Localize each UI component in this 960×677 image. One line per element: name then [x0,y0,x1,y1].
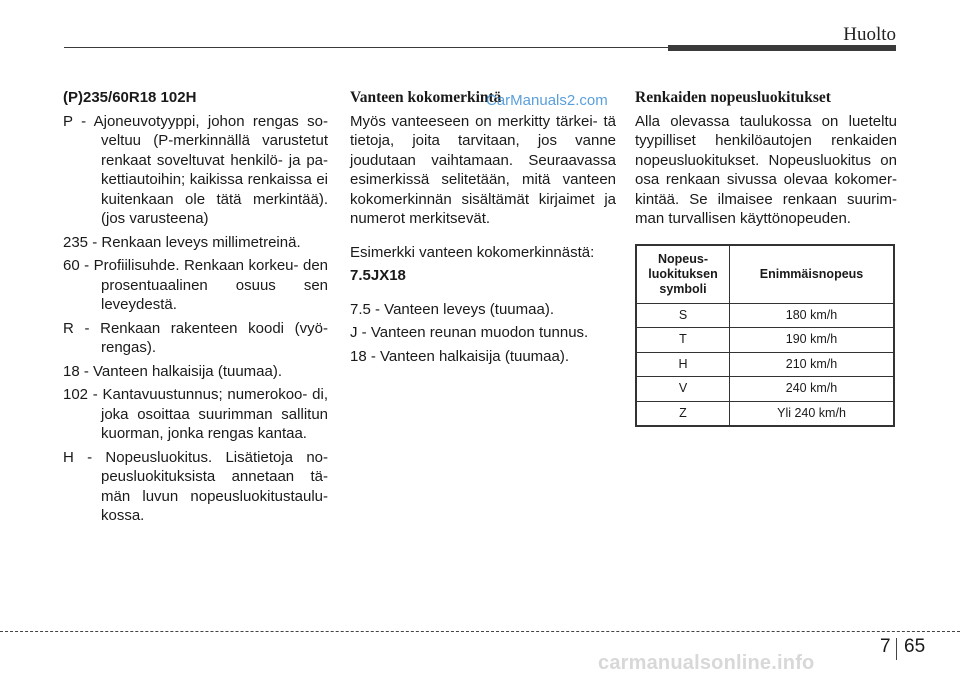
rim-code-item: J - Vanteen reunan muodon tunnus. [350,324,589,341]
header-rule [64,45,896,51]
table-row [636,401,894,426]
rim-code-item: 18 - Vanteen halkaisija (tuumaa). [350,347,570,365]
tire-code-item: 18 - Vanteen halkaisija (tuumaa). [63,362,283,380]
tire-code-item: 102 - Kantavuustunnus; numerokoo- di, joka osoittaa suurimman sallitun kuorman, jonka rengas kantaa. [63,386,328,442]
max-speed-cell: 180 km/h [730,303,895,328]
rim-size-column [350,88,616,370]
tire-code-title: (P)235/60R18 102H [63,89,197,106]
speed-symbol-cell: S [636,303,730,328]
max-speed-cell: 240 km/h [730,377,895,402]
tire-code-item: P - Ajoneuvotyyppi, johon rengas so- veltuu (P-merkinnällä varustetut renkaat soveltuvat henkilö- ja pa- kettiautoihin; kaikissa renkaissa ei kuitenkaan ole tätä merkintää). (jos varusteena) [63,112,328,227]
speed-rating-title: Renkaiden nopeusluokitukset [635,89,831,106]
rim-example-label: Esimerkki vanteen kokomerkinnästä: [350,243,595,261]
max-speed-cell: 210 km/h [730,352,895,377]
table-row [636,303,894,328]
rim-size-title: Vanteen kokomerkintä [350,89,502,106]
rim-code-item: 7.5 - Vanteen leveys (tuumaa). [350,300,554,318]
max-speed-cell: Yli 240 km/h [730,401,895,426]
tire-code-item: 60 - Profiilisuhde. Renkaan korkeu- den prosentuaalinen osuus sen leveydestä. [63,257,328,313]
rim-size-intro: Myös vanteeseen on merkitty tärkei- tä tietoja, joita tarvitaan, jos vanne joudutaan vaihtamaan. Seuraavassa esimerkissä selitetään, mitä vanteen kokomerkinnän sisältämät kirjaimet ja numerot merkitsevät. [350,112,616,227]
rim-example-code: 7.5JX18 [350,267,406,284]
watermark-text: CarManuals2.com [486,92,608,109]
table-row [636,352,894,377]
speed-rating-intro: Alla olevassa taulukossa on lueteltu tyypilliset henkilöautojen renkaiden nopeusluokitukset. Nopeusluokitus on osa renkaan sivussa olevaa kokomer- kintää. Se ilmaisee renkaan suurim- man turvallisen käyttönopeuden. [635,112,897,227]
table-header-max-speed: Enimmäisnopeus [730,245,895,304]
tire-code-column [63,88,328,530]
page-number-separator [896,638,897,660]
speed-symbol-cell: H [636,352,730,377]
page-header-title: Huolto [843,24,896,45]
speed-symbol-cell: T [636,328,730,353]
site-watermark: carmanualsonline.info [598,652,815,674]
tire-code-item: R - Renkaan rakenteen koodi (vyö- rengas). [63,319,328,356]
footer-rule [0,631,960,632]
speed-symbol-cell: V [636,377,730,402]
table-header-symbol: Nopeus- luokituksen symboli [636,245,730,304]
tire-code-item: 235 - Renkaan leveys millimetreinä. [63,233,301,251]
tire-code-item: H - Nopeusluokitus. Lisätietoja no- peusluokituksista annetaan tä- män luvun nopeusluokitustaulu- kossa. [63,448,328,524]
chapter-number: 7 [880,636,891,657]
max-speed-cell: 190 km/h [730,328,895,353]
table-row [636,328,894,353]
speed-rating-table [635,244,895,428]
speed-rating-column [635,88,897,427]
table-row [636,377,894,402]
page-number: 65 [904,636,926,657]
speed-symbol-cell: Z [636,401,730,426]
